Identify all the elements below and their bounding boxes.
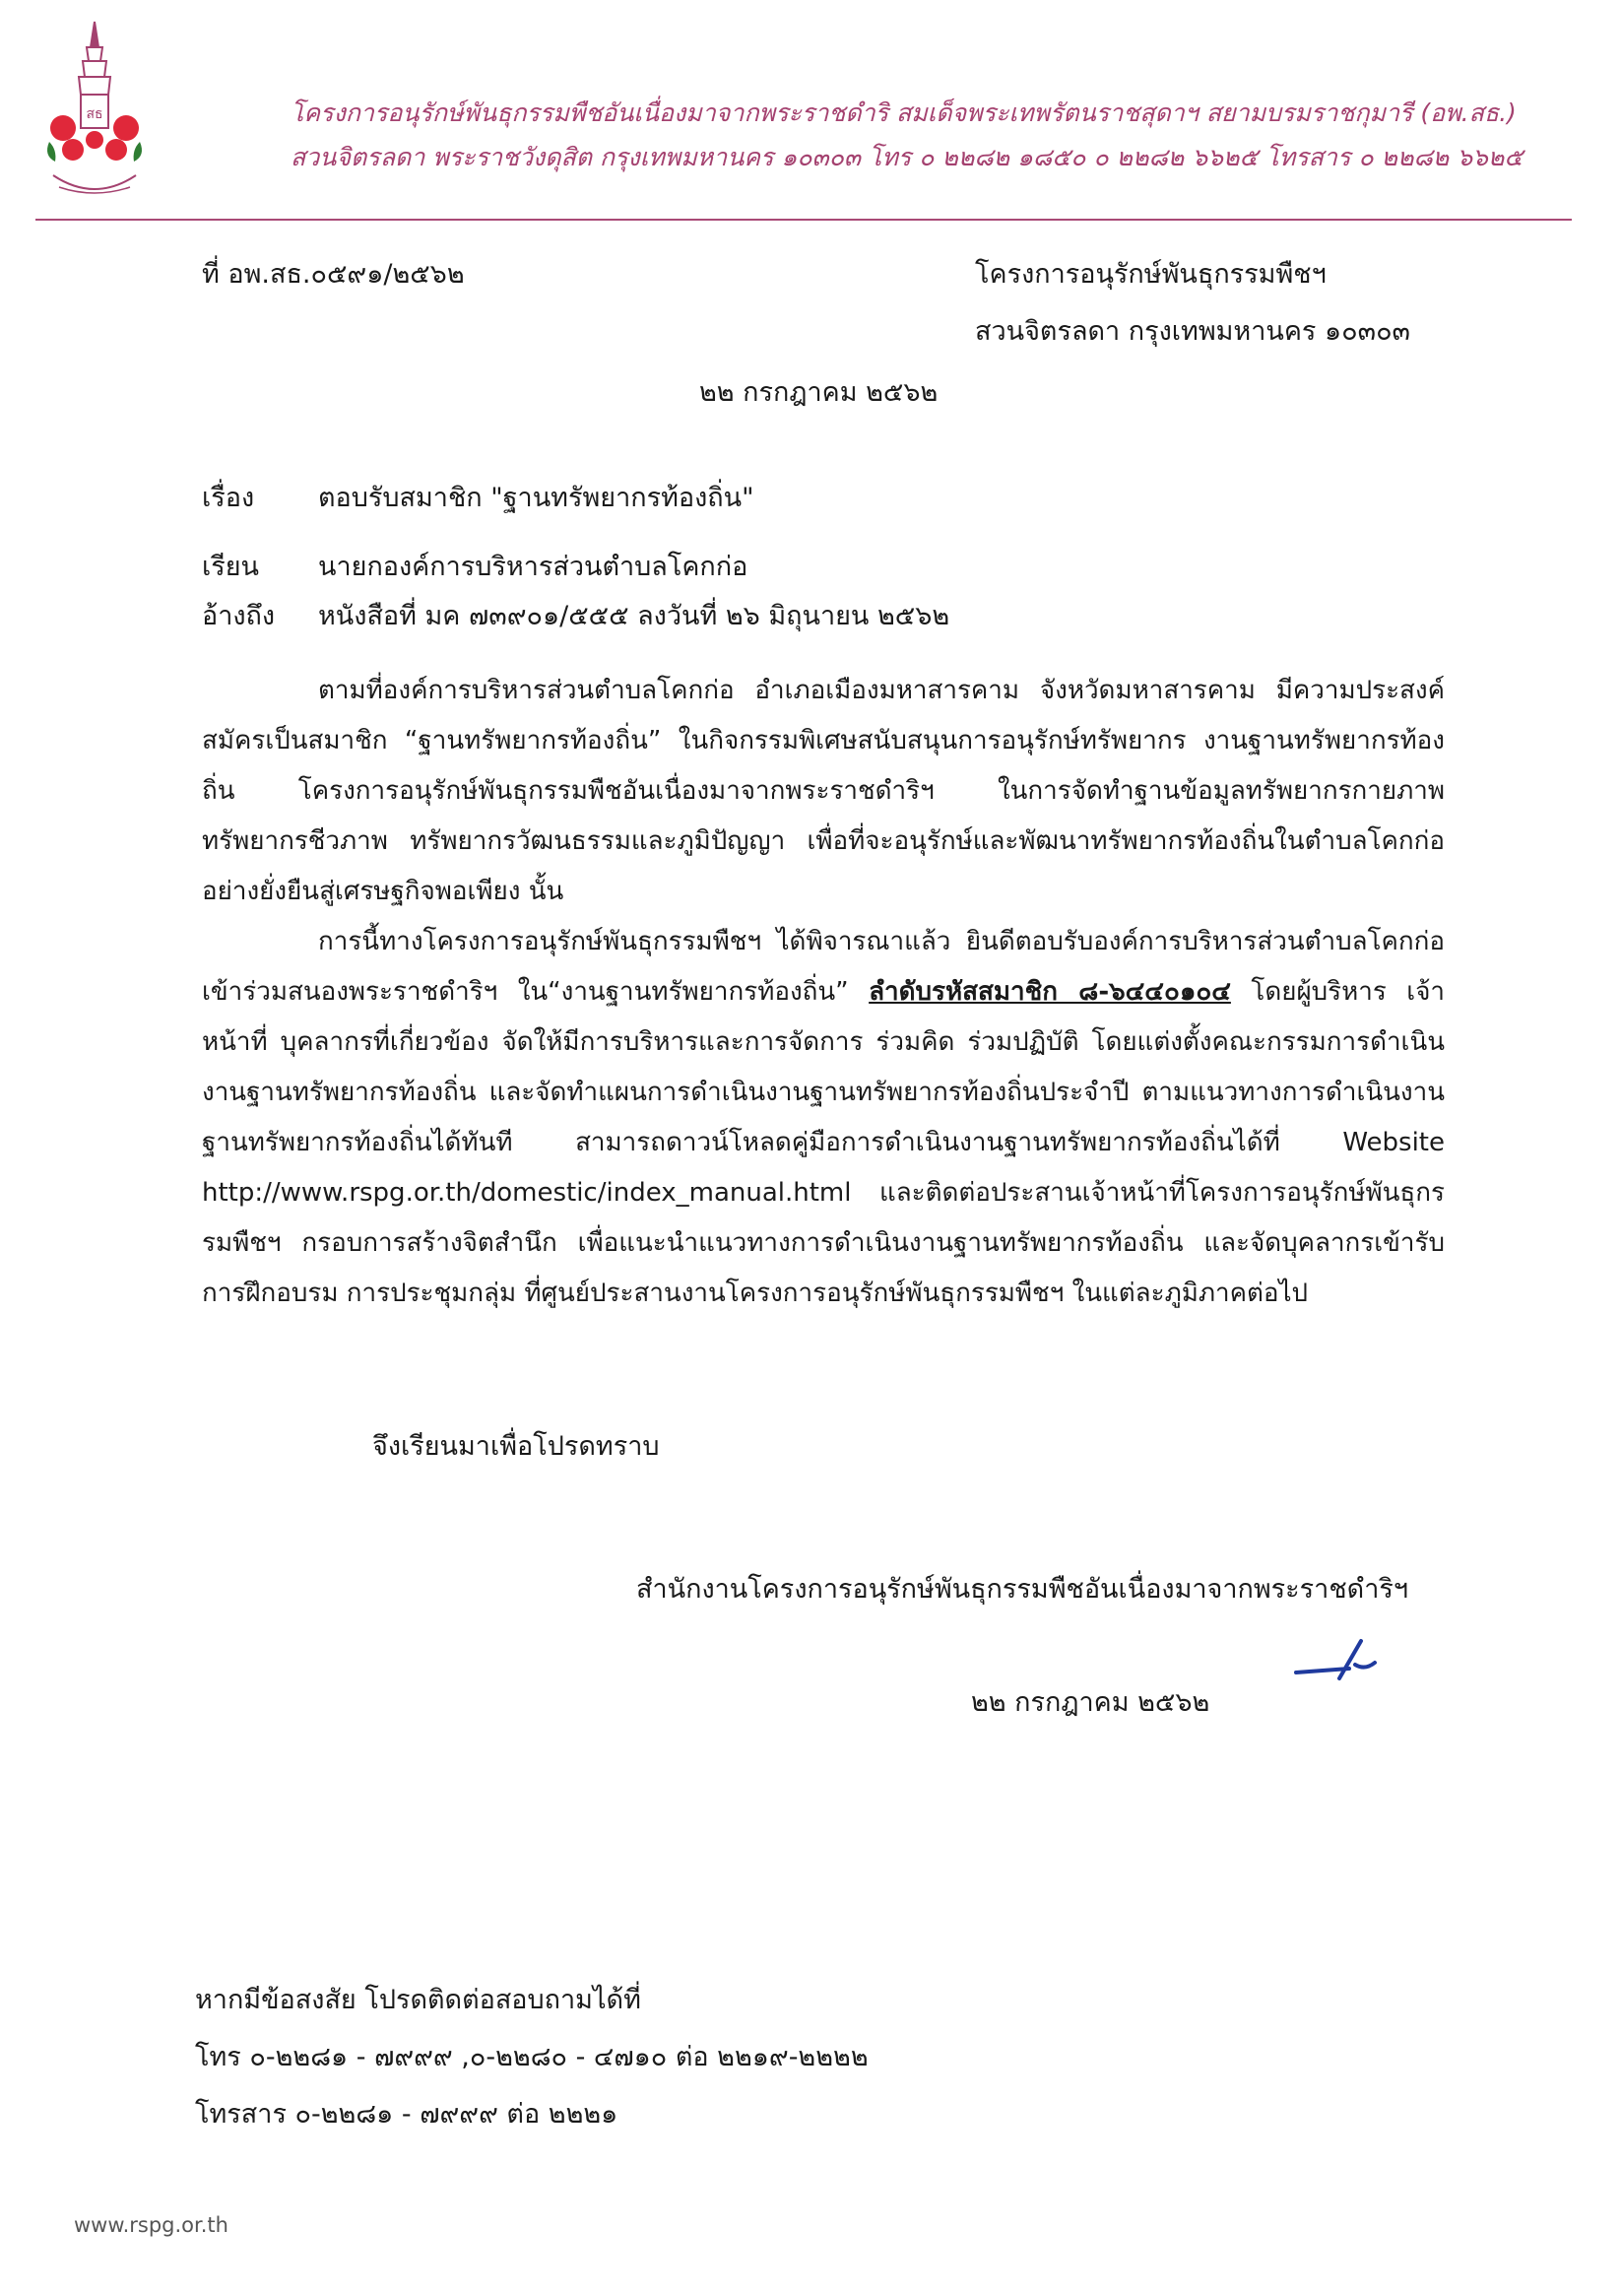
to-label: เรียน bbox=[202, 552, 260, 582]
contact-fax: โทรสาร ๐-๒๒๘๑ - ๗๙๙๙ ต่อ ๒๒๒๑ bbox=[195, 2099, 618, 2130]
svg-text:สธ: สธ bbox=[86, 106, 103, 122]
paragraph-2-part-1: การนี้ทางโครงการอนุรักษ์พันธุกรรมพืชฯ ได้พิจารณาแล้ว ยินดีตอบรับองค์การบริหารส่วนตำบลโคกก่อเข้าร่วมสนองพระราชดำริฯ ใน“งานฐานทรัพยากรท้องถิ่น” bbox=[202, 927, 1445, 1007]
member-code: ลำดับรหัสสมาชิก ๘-๖๔๔๐๑๐๔ bbox=[869, 977, 1231, 1007]
footer-url: www.rspg.or.th bbox=[74, 2213, 228, 2237]
manual-url: http://www.rspg.or.th/domestic/index_manual.html bbox=[202, 1178, 852, 1208]
subject-value: ตอบรับสมาชิก "ฐานทรัพยากรท้องถิ่น" bbox=[318, 483, 754, 513]
to-value: นายกองค์การบริหารส่วนตำบลโคกก่อ bbox=[318, 552, 748, 582]
letter-date: ๒๒ กรกฎาคม ๒๕๖๒ bbox=[699, 377, 939, 408]
rspg-logo bbox=[39, 18, 150, 203]
letterhead-divider bbox=[35, 219, 1572, 221]
reference-number: ที่ อพ.สธ.๐๕๙๑/๒๕๖๒ bbox=[202, 259, 465, 290]
sender-line-2: สวนจิตรลดา กรุงเทพมหานคร ๑๐๓๐๓ bbox=[975, 316, 1411, 347]
contact-phone: โทร ๐-๒๒๘๑ - ๗๙๙๙ ,๐-๒๒๘๐ - ๔๗๑๐ ต่อ ๒๒๑๙-๒๒๒๒ bbox=[195, 2042, 869, 2072]
subject-label: เรื่อง bbox=[202, 483, 255, 513]
reference-value: หนังสือที่ มค ๗๓๙๐๑/๕๕๕ ลงวันที่ ๒๖ มิถุนายน ๒๕๖๒ bbox=[318, 601, 950, 631]
sender-line-1: โครงการอนุรักษ์พันธุกรรมพืชฯ bbox=[975, 259, 1327, 290]
signature-office: สำนักงานโครงการอนุรักษ์พันธุกรรมพืชอันเนื่องมาจากพระราชดำริฯ bbox=[636, 1574, 1409, 1605]
paragraph-1: ตามที่องค์การบริหารส่วนตำบลโคกก่อ อำเภอเมืองมหาสารคาม จังหวัดมหาสารคาม มีความประสงค์สมัครเป็นสมาชิก “ฐานทรัพยากรท้องถิ่น” ในกิจกรรมพิเศษสนับสนุนการอนุรักษ์ทรัพยากร งานฐานทรัพยากรท้องถิ่น โครงการอนุรักษ์พันธุกรรมพืชอันเนื่องมาจากพระราชดำริฯ ในการจัดทำฐานข้อมูลทรัพยากรกายภาพ ทรัพยากรชีวภาพ ทรัพยากรวัฒนธรรมและภูมิปัญญา เพื่อที่จะอนุรักษ์และพัฒนาทรัพยากรท้องถิ่นในตำบลโคกก่ออย่างยั่งยืนสู่เศรษฐกิจพอเพียง นั้น bbox=[202, 676, 1445, 906]
signature-date: ๒๒ กรกฎาคม ๒๕๖๒ bbox=[971, 1687, 1210, 1718]
reference-label: อ้างถึง bbox=[202, 601, 276, 631]
letterhead-line-2: สวนจิตรลดา พระราชวังดุสิต กรุงเทพมหานคร ๑๐๓๐๓ โทร ๐ ๒๒๘๒ ๑๘๕๐ ๐ ๒๒๘๒ ๖๖๒๕ โทรสาร ๐ ๒๒๘๒ ๖๖๒๕ bbox=[291, 143, 1524, 171]
paragraph-2 bbox=[202, 917, 1445, 1319]
letterhead-line-1: โครงการอนุรักษ์พันธุกรรมพืชอันเนื่องมาจากพระราชดำริ สมเด็จพระเทพรัตนราชสุดาฯ สยามบรมราชกุมารี (อพ.สธ.) bbox=[291, 98, 1517, 127]
closing-line: จึงเรียนมาเพื่อโปรดทราบ bbox=[372, 1431, 660, 1462]
signature-mark bbox=[1292, 1635, 1400, 1684]
paragraph-2-part-3: และติดต่อประสานเจ้าหน้าที่โครงการอนุรักษ์พันธุกรรมพืชฯ กรอบการสร้างจิตสำนึก เพื่อแนะนำแนวทางการดำเนินงานฐานทรัพยากรท้องถิ่น และจัดบุคลากรเข้ารับการฝึกอบรม การประชุมกลุ่ม ที่ศูนย์ประสานงานโครงการอนุรักษ์พันธุกรรมพืชฯ ในแต่ละภูมิภาคต่อไป bbox=[202, 1178, 1445, 1308]
paragraph-2-part-2: โดยผู้บริหาร เจ้าหน้าที่ บุคลากรที่เกี่ยวข้อง จัดให้มีการบริหารและการจัดการ ร่วมคิด ร่วมปฏิบัติ โดยแต่งตั้งคณะกรรมการดำเนินงานฐานทรัพยากรท้องถิ่น และจัดทำแผนการดำเนินงานฐานทรัพยากรท้องถิ่นประจำปี ตามแนวทางการดำเนินงานฐานทรัพยากรท้องถิ่นได้ทันที สามารถดาวน์โหลดคู่มือการดำเนินงานฐานทรัพยากรท้องถิ่นได้ที่ Website bbox=[202, 977, 1446, 1157]
contact-intro: หากมีข้อสงสัย โปรดติดต่อสอบถามได้ที่ bbox=[195, 1985, 641, 2015]
